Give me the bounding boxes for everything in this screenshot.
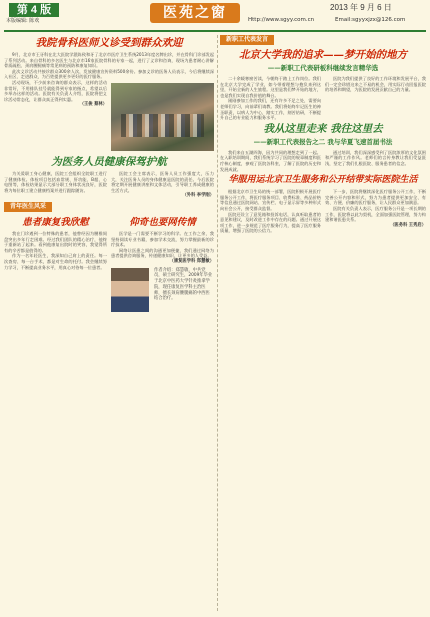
article-paragraph: 医院工会主席表示，医务人员工作强度大，压力大，关注医务人员的身体健康是医院的责任。今后医院将定期开展健康讲座和文体活动，引导职工养成健康的生活方式。 [111, 170, 214, 193]
issue-date: 2013 年 9 月 6 日 [330, 3, 392, 12]
article-byline: （外科 李学刚） [182, 193, 214, 199]
article-paragraph: 医学是一门需要不断学习的科学。在工作之余，我坚持阅读专业书籍，参加学术交流，努力掌握最新的诊疗技术。 [111, 230, 214, 248]
article-paragraph: 作为一名年轻医生，我深知自己肩上的责任。每一次查房、每一台手术，都是对生命的托付。我会继续努力学习，不断提高业务水平，用真心对待每一位患者。 [4, 253, 107, 270]
article-paragraph: 二十余载寒窗苦读，今朝终于踏上工作岗位。我们在北京大学完成了学业，如今带着理想与抱负来到这里，开始全新的人生旅程。这里是我们梦开始的地方，也是我们实现自我价值的舞台。 [220, 76, 321, 98]
page-number: 第 4 版 [9, 3, 59, 17]
author-box [111, 268, 214, 312]
article-columns [220, 150, 426, 172]
article-paragraph: 我们来自五湖四海，因为共同的理想走到了一起。在入职培训期间，我们系统学习了医院的规章制度和医疗核心制度，参观了医院各科室，了解了医院的历史和发展成就。 [220, 149, 321, 172]
article-paragraph: 9月，北京市王牙科在北大医院学派陈致和牙了北京市医疗卫生系统2013年度名牌出诊，并在骨科门诊部发起了系列活动。来自骨科的多名医生与北京市16家医院骨科的专家一起，进行了义诊和咨询，现场为患者耐心讲解骨质疏松、颈肩腰腿痛等常见病的预防和康复知识。 [4, 52, 214, 69]
section-banner: 新职工代表发言 [220, 35, 274, 45]
author-portrait [111, 268, 149, 312]
article-columns [4, 214, 214, 312]
article-paragraph: 通过培训，我们深深感受到了医院浓厚的文化氛围和严谨的工作作风。老师们的言传身教让我们受益匪浅，坚定了我们扎根医院、服务患者的信念。 [325, 149, 426, 166]
contact-email[interactable]: Email:sgyyxjzx@126.com [335, 17, 406, 23]
article-columns [220, 76, 426, 121]
photo-row [4, 80, 214, 154]
article-headline: 华服用运北京卫生服务和公开结带实际医院生活 [228, 175, 418, 186]
news-photo [111, 83, 214, 151]
article-headline: 仰奇也要网传情 [129, 216, 196, 228]
article-paragraph: 刚刚参加工作的我们，还有许多不足之处，需要向老师们学习，向前辈们请教。我们将始终牢记医生的神圣职责，以病人为中心，踏实工作，刻苦钻研，不断提升自己的专业能力和服务水平。 [220, 98, 321, 121]
article-byline: （王俊 蔡林） [79, 102, 107, 108]
page-header [0, 0, 430, 32]
article-paragraph: 医院为我们提供了良好的工作环境和发展平台，我们一定会珍惜这来之不易的机会，用实际行动回报医院的培养和期望，为医院的发展贡献自己的力量。 [325, 76, 426, 93]
column-separator [217, 35, 218, 611]
article-paragraph: 网络让医患之间的沟通更加便捷，我们通过网络为患者提供咨询服务，传递健康知识，让更多的人受益。 [111, 247, 214, 259]
website-url[interactable]: Http://www.sgyy.com.cn [248, 17, 315, 23]
article-byline: （康复医学科 郑慧敏） [169, 258, 214, 264]
article-paragraph: 根据北京市卫生局的统一部署，医院积极开展医疗服务公开工作，将医疗服务项目、收费标准、药品价格等信息通过医院网站、宣传栏、电子显示屏等多种形式向社会公开，接受群众监督。 [220, 189, 321, 211]
article-headline: 患者康复我欣慰 [22, 216, 89, 228]
right-column [220, 35, 426, 613]
header-rule [4, 30, 426, 32]
article-subheadline: ——新职工代表报告之二 我与华夏飞速首届书法 [253, 137, 393, 146]
article-byline: （医务科 王秀启） [390, 222, 426, 228]
article-paragraph: 医院还设立了意见箱和投诉电话，认真听取患者的意见和建议，及时改进工作中存在的问题。通过开展这项工作，进一步规范了医疗服务行为，提高了医疗服务质量，增强了医院的公信力。 [220, 211, 321, 234]
article-paragraph: 我在门诊遇到一位特殊的患者，他曾经因为腰椎间盘突出多年行走困难。经过我们团队的精心治疗，他终于重新站了起来。看到他康复出院时的笑容，我觉得所有的辛苦都是值得的。 [4, 230, 107, 253]
article-headline: 北京大学我的追求——梦开始的地方 [239, 49, 407, 61]
editor-credit: 本版编辑: 陈欢 [6, 18, 40, 24]
left-column [4, 35, 214, 613]
article-columns [4, 171, 214, 199]
article-paragraph: 此次义诊活动共接诊群众300余人次，发放健康宣传资料500余份。参加义诊的医务人员表示，今后将继续深入社区、走进群众，为百姓提供更多更好的医疗服务。 [4, 68, 214, 80]
article-paragraph: 医院有关负责人表示，医疗服务公开是一项长期的工作，医院将以此为契机，全面加强医院管理，努力构建和谐医患关系。 [325, 205, 426, 223]
article-headline: 我院骨科医师义诊受到群众欢迎 [35, 37, 183, 49]
author-bio: 作者介绍：郑慧敏，中共党员，硕士研究生，2009年毕业于北京中医药大学针灸推拿学院，现任康复医学科主治医师，擅长颈肩腰腿痛的中西医结合治疗。 [154, 267, 213, 302]
article-paragraph: 活动现场，不少前来咨询的群众表示，这样的活动非常好，不用排队挂号就能得到专家的指点，希望以后多举办这样的活动。医院有关负责人介绍，医院将把义诊活动常态化，让群众真正得到实惠。 [4, 79, 107, 102]
article-columns [220, 189, 426, 234]
article-headline: 我从这里走来 我往这里去 [263, 122, 383, 135]
article-headline: 为医务人员健康保驾护航 [51, 155, 167, 168]
article-subheadline: ——新职工代表研板科继续发言精华选 [267, 64, 379, 72]
section-banner: 青年医生风采 [4, 202, 52, 212]
masthead-title: 医苑之窗 [150, 3, 240, 23]
article-paragraph: 下一步，医院将继续深化医疗服务公开工作，不断完善公开内容和形式，努力为患者提供更加安全、有效、方便、价廉的医疗服务，让人民群众更加满意。 [325, 189, 426, 206]
article-paragraph: 为关爱职工身心健康，医院工会组织全院职工进行了健康体检。体检项目包括血常规、肝功能、B超、心电图等，体检结果显示大部分职工身体状况良好，医院将为每位职工建立健康档案并进行跟踪随访。 [4, 170, 107, 193]
